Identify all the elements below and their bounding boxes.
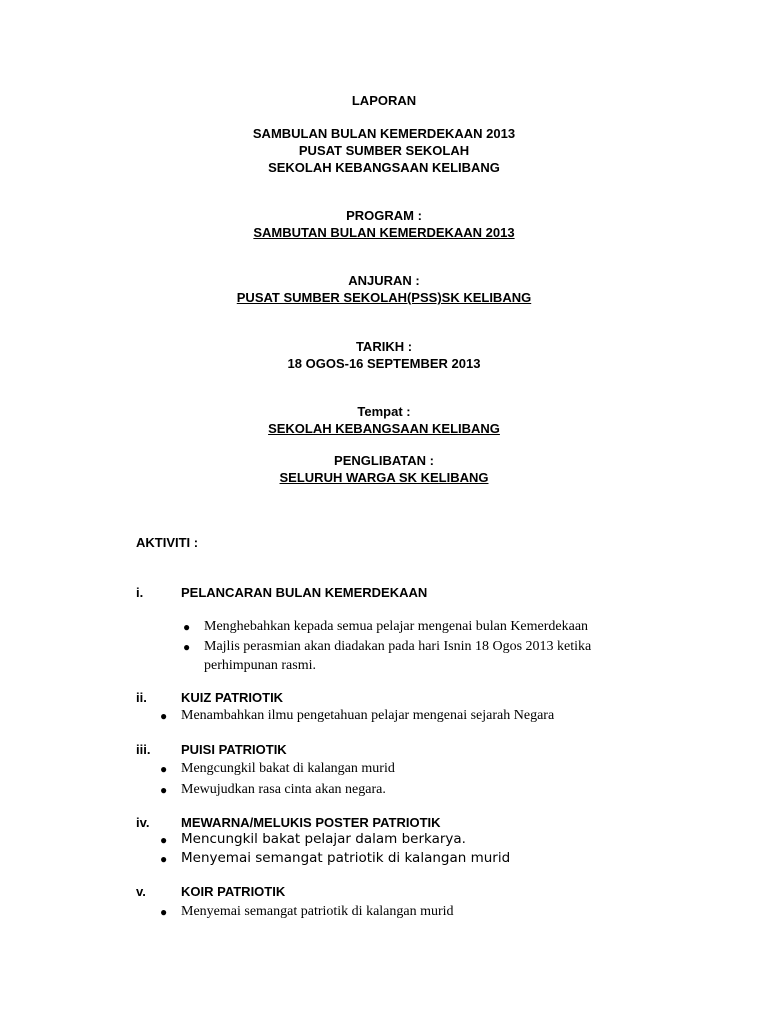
- list-item: Menyemai semangat patriotik di kalangan murid: [181, 850, 511, 866]
- bullet-icon: ●: [160, 833, 168, 847]
- bullet-icon: ●: [183, 620, 191, 634]
- section-title: PELANCARAN BULAN KEMERDEKAAN: [181, 585, 428, 600]
- tempat-value-text: SEKOLAH KEBANGSAAN KELIBANG: [268, 421, 500, 436]
- section-number: iv.: [136, 815, 150, 830]
- section-number: i.: [136, 585, 144, 600]
- bullet-icon: ●: [160, 905, 168, 919]
- bullet-icon: ●: [160, 783, 168, 797]
- report-label: LAPORAN: [351, 93, 417, 108]
- aktiviti-label: AKTIVITI :: [136, 535, 199, 550]
- anjuran-value-text: PUSAT SUMBER SEKOLAH(PSS)SK KELIBANG: [236, 290, 532, 305]
- tarikh-value: 18 OGOS-16 SEPTEMBER 2013: [287, 356, 481, 371]
- list-item: Mengcungkil bakat di kalangan murid: [181, 761, 395, 776]
- list-item: Menyemai semangat patriotik di kalangan murid: [181, 904, 454, 919]
- section-title: PUISI PATRIOTIK: [181, 742, 287, 757]
- penglibatan-label: PENGLIBATAN :: [334, 453, 434, 468]
- bullet-icon: ●: [160, 709, 168, 723]
- bullet-icon: ●: [183, 640, 191, 654]
- program-label: PROGRAM :: [346, 208, 422, 223]
- program-value-text: SAMBUTAN BULAN KEMERDEKAAN 2013: [253, 225, 515, 240]
- section-number: iii.: [136, 742, 151, 757]
- section-number: v.: [136, 884, 146, 899]
- list-item: Majlis perasmian akan diadakan pada hari Isnin 18 Ogos 2013 ketika: [204, 639, 592, 654]
- title-line-1: SAMBULAN BULAN KEMERDEKAAN 2013: [252, 126, 516, 141]
- section-title: KOIR PATRIOTIK: [181, 884, 286, 899]
- bullet-icon: ●: [160, 762, 168, 776]
- bullet-icon: ●: [160, 852, 168, 866]
- tempat-value: [0, 421, 768, 437]
- anjuran-value: [0, 290, 768, 306]
- list-item: Mewujudkan rasa cinta akan negara.: [181, 782, 386, 797]
- section-title: KUIZ PATRIOTIK: [181, 690, 284, 705]
- tarikh-label: TARIKH :: [355, 339, 413, 354]
- section-number: ii.: [136, 690, 147, 705]
- penglibatan-value-text: SELURUH WARGA SK KELIBANG: [279, 470, 489, 485]
- title-line-2: PUSAT SUMBER SEKOLAH: [298, 143, 470, 158]
- tempat-label: Tempat :: [357, 404, 411, 419]
- section-title: MEWARNA/MELUKIS POSTER PATRIOTIK: [181, 815, 441, 830]
- title-line-3: SEKOLAH KEBANGSAAN KELIBANG: [268, 160, 500, 175]
- penglibatan-value: [0, 470, 768, 486]
- list-item: Mencungkil bakat pelajar dalam berkarya.: [181, 831, 466, 847]
- list-item: Menghebahkan kepada semua pelajar mengenai bulan Kemerdekaan: [204, 619, 589, 634]
- list-item: Menambahkan ilmu pengetahuan pelajar mengenai sejarah Negara: [181, 708, 555, 723]
- anjuran-label: ANJURAN :: [348, 273, 420, 288]
- list-item-continuation: perhimpunan rasmi.: [204, 658, 316, 673]
- program-value: [0, 225, 768, 241]
